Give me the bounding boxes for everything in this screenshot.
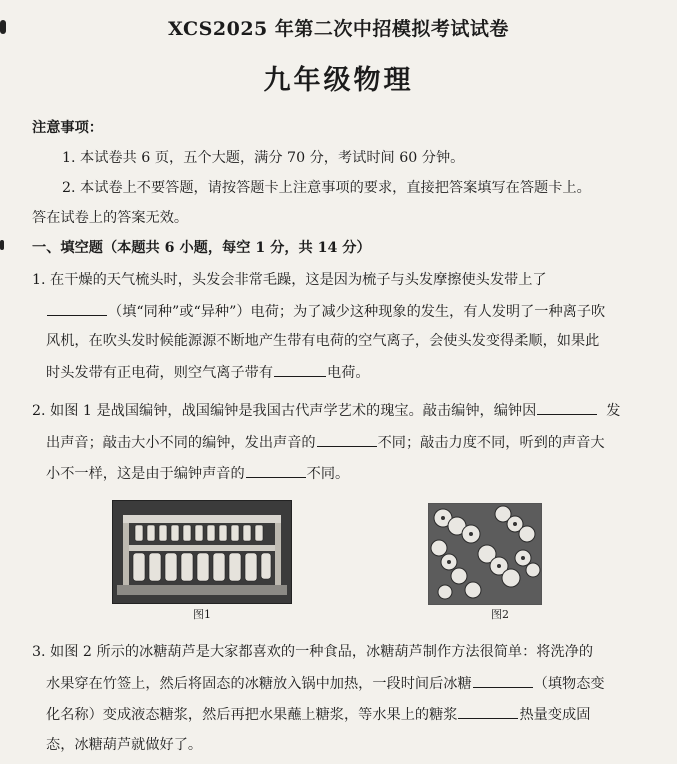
section-heading: 一、填空题（本题共 6 小题，每空 1 分，共 14 分） — [32, 240, 371, 256]
question-2-text: 2. 如图 1 是战国编钟，战国编钟是我国古代声学艺术的瑰宝。敲击编钟，编钟因 — [32, 403, 537, 419]
question-2-text: 不同；敲击力度不同，听到的声音大 — [377, 435, 605, 451]
answer-blank — [47, 301, 107, 316]
notice-heading: 注意事项： — [32, 120, 103, 136]
exam-title: XCS2025 年第二次中招模拟考试试卷 — [168, 18, 509, 40]
answer-blank — [246, 463, 306, 478]
question-3-line-3 — [46, 704, 590, 725]
question-1-text: 电荷。 — [327, 365, 370, 381]
question-3-text: 化名称）变成液态糖浆，然后再把水果蘸上糖浆，等水果上的糖浆 — [46, 707, 458, 723]
question-1-line-1: 1. 在干燥的天气梳头时，头发会非常毛躁，这是因为梳子与头发摩擦使头发带上了 — [32, 272, 547, 288]
question-3-text: 水果穿在竹签上，然后将固态的冰糖放入锅中加热，一段时间后冰糖 — [46, 676, 472, 692]
answer-blank — [317, 432, 377, 447]
question-3-line-2 — [46, 673, 605, 694]
question-3-text: （填物态变 — [533, 676, 605, 692]
figure-1-image — [112, 500, 292, 604]
question-2-text: 发 — [606, 403, 621, 419]
question-2-line-2 — [46, 432, 605, 453]
question-2-text: 出声音；敲击大小不同的编钟，发出声音的 — [46, 435, 316, 451]
answer-blank — [274, 362, 326, 377]
bell-set-illustration — [113, 501, 291, 603]
answer-blank — [473, 673, 533, 688]
notice-item-1: 1. 本试卷共 6 页，五个大题，满分 70 分，考试时间 60 分钟。 — [62, 150, 465, 166]
question-2-line-1 — [32, 400, 621, 421]
candied-fruit-illustration — [429, 504, 541, 604]
question-1-line-2 — [46, 301, 605, 322]
question-3-text: 热量变成固 — [519, 707, 591, 723]
subject-title: 九年级物理 — [263, 65, 414, 96]
figure-1-caption: 图1 — [193, 608, 211, 621]
question-3-line-4: 态，冰糖葫芦就做好了。 — [46, 737, 203, 753]
question-2-text: 不同。 — [306, 466, 350, 482]
question-1-line-3: 风机，在吹头发时候能源源不断地产生带有电荷的空气离子，会使头发变得柔顺，如果此 — [46, 333, 600, 349]
notice-item-2-cont: 答在试卷上的答案无效。 — [32, 210, 189, 226]
answer-blank — [537, 400, 597, 415]
question-3-line-1: 3. 如图 2 所示的冰糖葫芦是大家都喜欢的一种食品，冰糖葫芦制作方法很简单：将洗净的 — [32, 644, 594, 660]
answer-blank — [458, 704, 518, 719]
question-2-text: 小不一样，这是由于编钟声音的 — [46, 466, 245, 482]
question-1-line-4 — [46, 362, 370, 383]
notice-item-2: 2. 本试卷上不要答题，请按答题卡上注意事项的要求，直接把答案填写在答题卡上。 — [62, 180, 591, 196]
question-2-line-3 — [46, 463, 349, 484]
figure-2-image — [428, 503, 542, 605]
figure-2-caption: 图2 — [491, 608, 509, 621]
page-edge-mark — [0, 240, 4, 250]
question-1-text: 时头发带有正电荷，则空气离子带有 — [46, 365, 274, 381]
question-1-text: （填“同种”或“异种”）电荷；为了减少这种现象的发生，有人发明了一种离子吹 — [108, 304, 606, 320]
